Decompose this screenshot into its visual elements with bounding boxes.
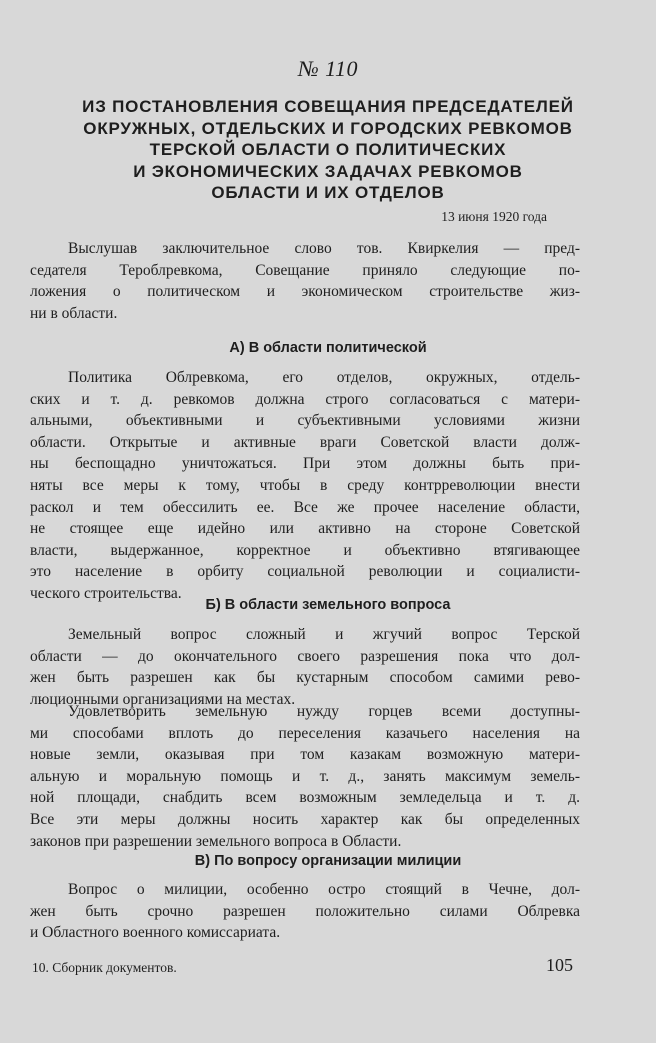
- text-line: жен быть разрешен как бы кустарным способом самими рево-: [30, 669, 580, 687]
- text-line: жен быть срочно разрешен положительно силами Облревка: [30, 902, 580, 920]
- section-c-paragraph: [30, 879, 580, 944]
- text-line: ни в области.: [30, 304, 118, 322]
- text-line: новые земли, оказывая при том казакам возможную матери-: [30, 746, 580, 764]
- text-line: не стоящее еще идейно или активно на стороне Советской: [30, 520, 580, 538]
- collection-footnote: 10. Сборник документов.: [32, 960, 177, 975]
- text-line: власти, выдержанное, корректное и объективно втягивающее: [30, 541, 580, 559]
- title-line: И ЭКОНОМИЧЕСКИХ ЗАДАЧАХ РЕВКОМОВ: [133, 161, 523, 181]
- text-line: области. Открытые и активные враги Советской власти долж-: [30, 433, 580, 451]
- text-line: люционными организациями на местах.: [30, 690, 296, 708]
- text-line: Выслушав заключительное слово тов. Квиркелия — пред-: [68, 240, 580, 257]
- document-title: [30, 96, 626, 204]
- text-line: ми способами вплоть до переселения казачьего населения на: [30, 724, 580, 742]
- section-b-paragraph-2: [30, 701, 580, 852]
- text-line: законов при разрешении земельного вопроса в Области.: [30, 832, 402, 850]
- section-c-heading: В) По вопросу организации милиции: [194, 853, 462, 869]
- title-line: ОБЛАСТИ И ИХ ОТДЕЛОВ: [211, 183, 445, 202]
- title-line: ТЕРСКОЙ ОБЛАСТИ О ПОЛИТИЧЕСКИХ: [149, 140, 507, 159]
- text-line: ложения о политическом и экономическом строительстве жиз-: [30, 283, 580, 301]
- text-line: раскол и тем обессилить ее. Все же прочее население области,: [30, 498, 580, 516]
- text-line: ческого строительства.: [30, 584, 182, 602]
- title-line: ИЗ ПОСТАНОВЛЕНИЯ СОВЕЩАНИЯ ПРЕДСЕДАТЕЛЕЙ: [82, 97, 574, 116]
- text-line: Вопрос о милиции, особенно остро стоящий в Чечне, дол-: [68, 881, 580, 898]
- text-line: это население в орбиту социальной революции и социалисти-: [30, 563, 580, 581]
- text-line: альными, объективными и субъективными условиями жизни: [30, 412, 580, 430]
- text-line: седателя Тероблревкома, Совещание приняло следующие по-: [30, 261, 580, 279]
- text-line: области — до окончательного своего разрешения пока что дол-: [30, 647, 580, 665]
- document-number: № 110: [297, 56, 359, 81]
- text-line: Земельный вопрос сложный и жгучий вопрос Терской: [68, 626, 580, 643]
- text-line: ны беспощадно уничтожаться. При этом должны быть при-: [30, 455, 580, 473]
- section-a-paragraph: [30, 367, 580, 605]
- page-number: 105: [546, 955, 573, 975]
- text-line: ной площади, снабдить всем возможным земледельца и т. д.: [30, 789, 580, 807]
- document-date: 13 июня 1920 года: [441, 209, 547, 224]
- section-a-heading: А) В области политической: [229, 340, 427, 356]
- text-line: Политика Облревкома, его отделов, окружных, отдель-: [68, 369, 580, 386]
- text-line: ских и т. д. ревкомов должна строго согласоваться с матери-: [30, 390, 580, 408]
- section-b-heading: Б) В области земельного вопроса: [205, 597, 451, 613]
- section-b-paragraph-1: [30, 624, 580, 710]
- text-line: Все эти меры должны носить характер как бы определенных: [30, 810, 580, 828]
- text-line: няты все меры к тому, чтобы в среду контрреволюции внести: [30, 476, 580, 494]
- title-line: ОКРУЖНЫХ, ОТДЕЛЬСКИХ И ГОРОДСКИХ РЕВКОМОВ: [83, 118, 573, 138]
- intro-paragraph: [30, 238, 580, 324]
- text-line: альную и моральную помощь и т. д., занять максимум земель-: [30, 767, 580, 785]
- text-line: и Областного военного комиссариата.: [30, 924, 281, 942]
- text-line: Удовлетворить земельную нужду горцев всеми доступны-: [68, 703, 580, 720]
